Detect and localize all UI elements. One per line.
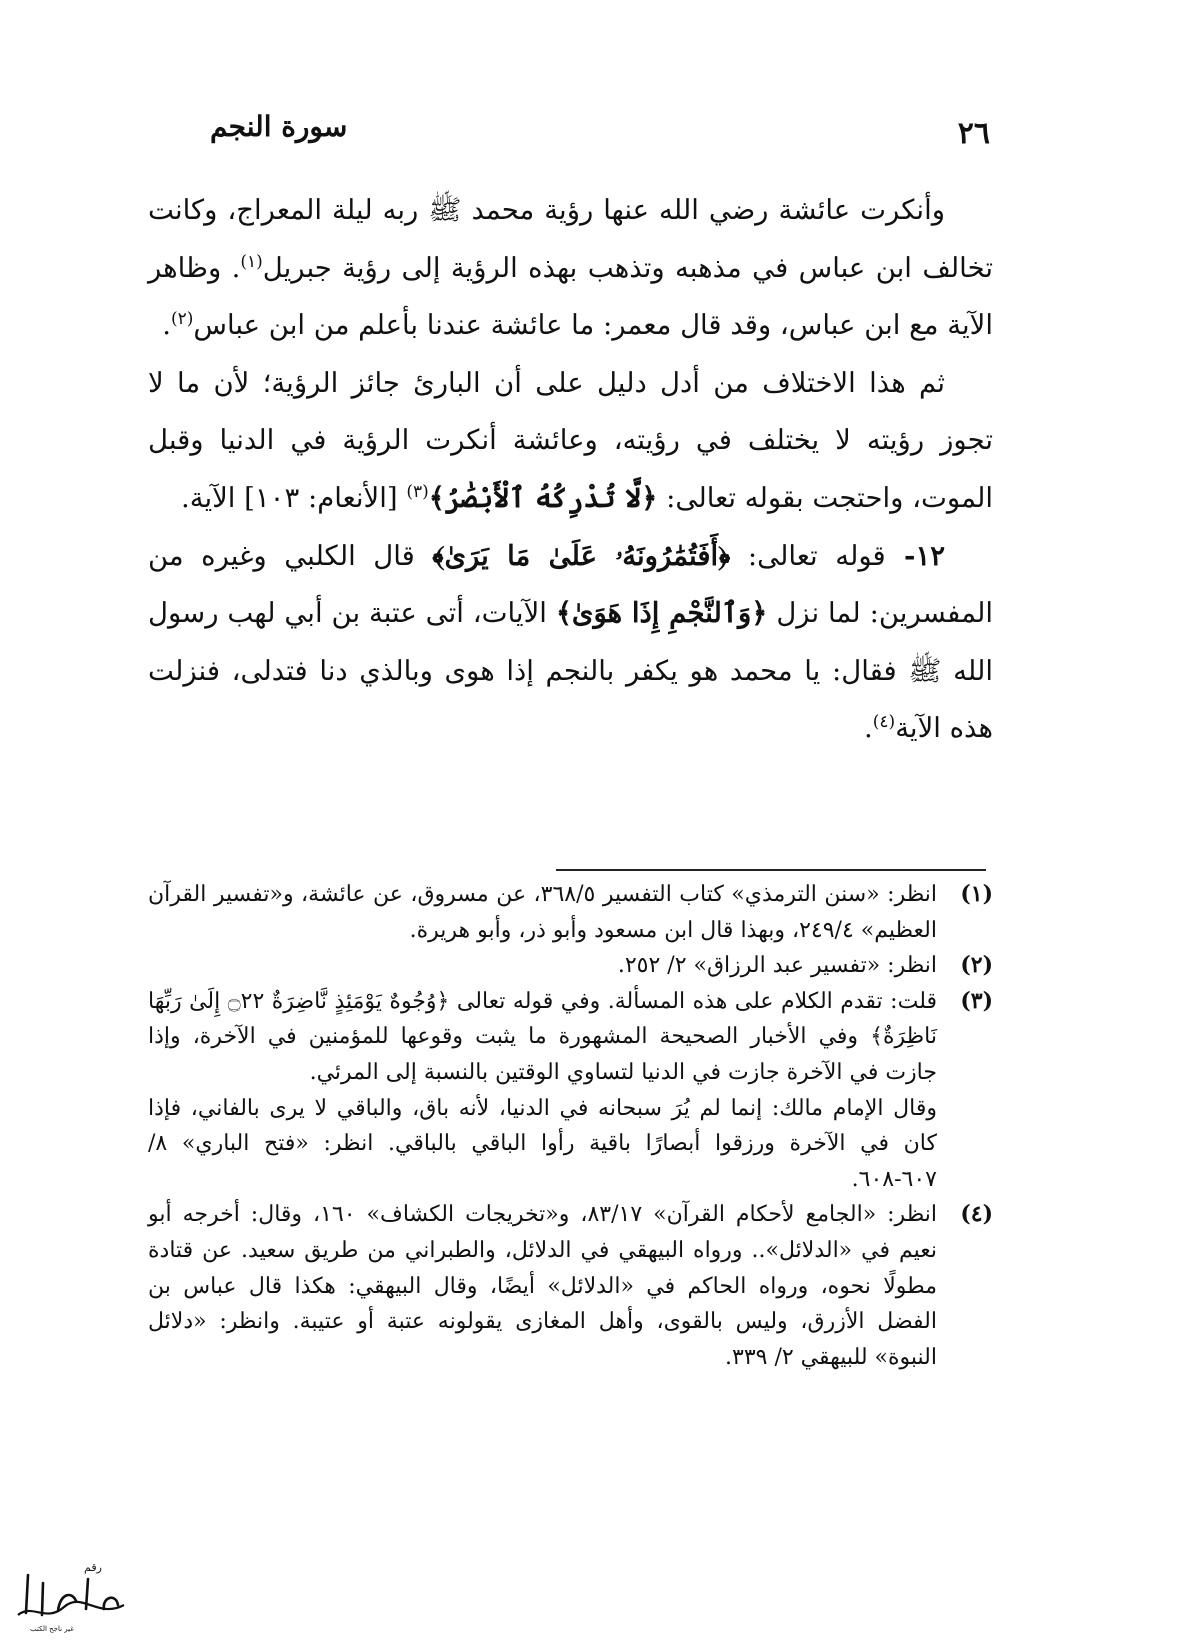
footnote-text: انظر: «تفسير عبد الرزاق» ٢/ ٢٥٢. xyxy=(617,953,937,979)
paragraph-2 xyxy=(148,355,993,528)
stamp-sub-text: غير ناجح الكتب xyxy=(30,1625,74,1633)
footnote-ref-2[interactable]: (٢) xyxy=(170,309,194,330)
footnote-1 xyxy=(148,877,993,948)
verse-number: ١٢- xyxy=(885,539,945,572)
footnote-2 xyxy=(148,948,993,984)
quran-quote: ﴿أَفَتُمَٰرُونَهُۥ عَلَىٰ مَا يَرَىٰ﴾ xyxy=(432,539,731,572)
footnote-ref-1[interactable]: (١) xyxy=(240,251,263,272)
text-run: . xyxy=(864,712,873,745)
text-run: قال الكلبي وغيره من المفسرين: لما نزل xyxy=(148,539,993,630)
footnote-number: (٤) xyxy=(960,1201,993,1228)
page-number: ٢٦ xyxy=(957,116,990,151)
footnote-ref-3[interactable]: (٣) xyxy=(406,481,429,502)
text-run: ثم هذا الاختلاف من أدل دليل على أن البارئ جائز الرؤية؛ لأن ما لا تجوز رؤيته لا يختلف في رؤيته، وعائشة أنكرت الرؤية في الدنيا وقبل الموت، واحتجت بقوله تعالى: xyxy=(148,366,993,514)
footnote-3 xyxy=(148,984,993,1198)
text-run: . وظاهر الآية مع ابن عباس، وقد قال معمر: ما عائشة عندنا بأعلم من ابن عباس xyxy=(148,251,993,342)
text-run: الآيات، أتى عتبة بن أبي لهب رسول الله ﷺ فقال: يا محمد هو يكفر بالنجم إذا هوى وبالذي دنا فتدلى، فنزلت هذه الآية xyxy=(148,597,993,745)
footnote-number: (١) xyxy=(960,881,993,907)
surah-title: سورة النجم xyxy=(210,110,348,143)
main-text xyxy=(148,182,993,758)
text-run: [الأنعام: ١٠٣] الآية. xyxy=(180,481,407,514)
quran-quote: ﴿لَّا تُدْرِكُهُ ٱلْأَبْصَٰرُ﴾ xyxy=(428,481,658,514)
footnote-text: وقال الإمام مالك: إنما لم يُرَ سبحانه في الدنيا، لأنه باق، والباقي لا يرى بالفاني، فإذا كان في الآخرة ورزقوا أبصارًا باقية رأوا الباقي بالباقي. انظر: «فتح الباري» ٨/ ٦٠٧-٦٠٨. xyxy=(148,1095,937,1192)
paragraph-1 xyxy=(148,182,993,355)
page-header xyxy=(210,108,990,158)
footnote-number: (٣) xyxy=(960,987,993,1014)
footnote-text: انظر: «الجامع لأحكام القرآن» ٨٣/١٧، و«تخريجات الكشاف» ١٦٠، وقال: أخرجه أبو نعيم في «الدلائل».. ورواه البيهقي في الدلائل، والطبراني من طريق سعيد. عن قتادة مطولًا نحوه، ورواه الحاكم في «الدلائل» أيضًا، وقال البيهقي: هكذا قال عباس بن الفضل الأزرق، وليس بالقوى، وأهل المغازى يقولونه عتبة أو عتيبة. وانظر: «دلائل النبوة» للبيهقي ٢/ ٣٣٩. xyxy=(148,1202,937,1370)
text-run: . xyxy=(162,309,171,342)
footnote-divider xyxy=(556,869,986,871)
footnote-number: (٢) xyxy=(960,952,993,979)
text-run: وأنكرت عائشة رضي الله عنها رؤية محمد ﷺ ربه ليلة المعراج، وكانت تخالف ابن عباس في مذهبه وتذهب بهذه الرؤية إلى رؤية جبريل xyxy=(148,194,993,284)
footnote-ref-4[interactable]: (٤) xyxy=(872,712,896,733)
footnote-4 xyxy=(148,1197,993,1375)
text-run: قوله تعالى: xyxy=(730,539,886,572)
library-stamp-logo xyxy=(12,1553,130,1635)
footnotes xyxy=(148,877,993,1375)
paragraph-3 xyxy=(148,528,993,758)
footnote-text: انظر: «سنن الترمذي» كتاب التفسير ٣٦٨/٥، عن مسروق، عن عائشة، و«تفسير القرآن العظيم» ٢٤٩/٤، وبهذا قال ابن مسعود وأبو ذر، وأبو هريرة. xyxy=(148,882,937,943)
footnote-text: قلت: تقدم الكلام على هذه المسألة. وفي قوله تعالى ﴿وُجُوهٌ يَوْمَئِذٍ نَّاضِرَةٌ ۝٢٢ إِلَىٰ رَبِّهَا نَاظِرَةٌ﴾ وفي الأخبار الصحيحة المشهورة ما يثبت وقوعها للمؤمنين في الآخرة، وإذا جازت في الآخرة جازت في الدنيا لتساوي الوقتين بالنسبة إلى المرئي. xyxy=(148,988,937,1085)
stamp-small-text: رقم xyxy=(84,1561,102,1574)
quran-quote: ﴿وَٱلنَّجْمِ إِذَا هَوَىٰ﴾ xyxy=(555,597,768,630)
